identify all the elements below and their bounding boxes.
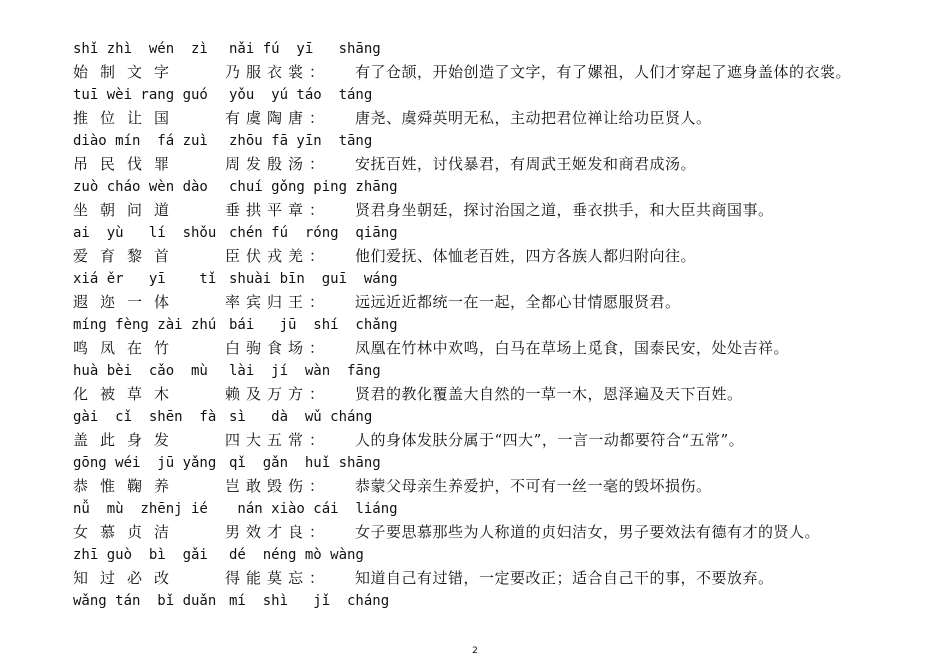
pinyin-first-half: nǚ mù zhēnj ié [73, 501, 208, 517]
pinyin-row [73, 498, 923, 520]
hanzi-first-half: 吊民伐罪 [73, 155, 182, 173]
hanzi-row [73, 152, 923, 176]
pinyin-second-half: chén fú róng qiāng [229, 225, 398, 241]
pinyin-row [73, 38, 923, 60]
pinyin-second-half: bái jū shí chǎng [229, 317, 398, 333]
hanzi-second-half: 有虞陶唐： [225, 109, 331, 127]
pinyin-row [73, 406, 923, 428]
verse-line-1 [73, 38, 923, 84]
verse-line-4 [73, 176, 923, 222]
hanzi-first-half: 女慕贞洁 [73, 523, 182, 541]
hanzi-second-half: 岂敢毁伤： [225, 477, 331, 495]
hanzi-row [73, 566, 923, 590]
hanzi-row [73, 244, 923, 268]
explanation: 贤君身坐朝廷，探讨治国之道，垂衣拱手，和大臣共商国事。 [355, 201, 774, 219]
verse-line-3 [73, 130, 923, 176]
pinyin-row [73, 176, 923, 198]
hanzi-row [73, 382, 923, 406]
pinyin-second-half: yǒu yú táo táng [229, 87, 373, 103]
hanzi-second-half: 白驹食场： [225, 339, 331, 357]
verse-line-2 [73, 84, 923, 130]
hanzi-first-half: 遐迩一体 [73, 293, 182, 311]
verse-line-11 [73, 498, 923, 544]
verse-line-5 [73, 222, 923, 268]
hanzi-row [73, 198, 923, 222]
pinyin-first-half: xiá ěr yī tǐ [73, 271, 217, 287]
pinyin-second-half: dé néng mò wàng [229, 547, 364, 563]
pinyin-first-half: zhī guò bì gǎi [73, 547, 208, 563]
hanzi-row [73, 520, 923, 544]
verse-line-7 [73, 314, 923, 360]
pinyin-row [73, 130, 923, 152]
hanzi-row [73, 106, 923, 130]
verse-line-6 [73, 268, 923, 314]
pinyin-row [73, 590, 923, 612]
pinyin-second-half: qǐ gǎn huǐ shāng [229, 455, 381, 471]
pinyin-second-half: nán xiào cái liáng [229, 501, 398, 517]
explanation: 唐尧、虞舜英明无私，主动把君位禅让给功臣贤人。 [355, 109, 712, 127]
hanzi-second-half: 男效才良： [225, 523, 331, 541]
page-number: 2 [472, 646, 478, 656]
hanzi-row [73, 290, 923, 314]
pinyin-second-half: lài jí wàn fāng [229, 363, 381, 379]
pinyin-row [73, 222, 923, 244]
verse-line-13 [73, 590, 923, 636]
hanzi-first-half: 恭惟鞠养 [73, 477, 182, 495]
hanzi-first-half: 鸣凤在竹 [73, 339, 182, 357]
pinyin-row [73, 360, 923, 382]
hanzi-second-half: 周发殷汤： [225, 155, 331, 173]
verse-line-9 [73, 406, 923, 452]
pinyin-first-half: gōng wéi jū yǎng [73, 455, 217, 471]
explanation: 知道自己有过错，一定要改正；适合自己干的事，不要放弃。 [355, 569, 774, 587]
hanzi-first-half: 坐朝问道 [73, 201, 182, 219]
hanzi-first-half: 始制文字 [73, 63, 182, 81]
explanation: 远远近近都统一在一起，全都心甘情愿服贤君。 [355, 293, 681, 311]
hanzi-row [73, 60, 923, 84]
pinyin-second-half: chuí gǒng ping zhāng [229, 179, 398, 195]
hanzi-first-half: 知过必改 [73, 569, 182, 587]
verse-line-10 [73, 452, 923, 498]
pinyin-second-half: zhōu fā yīn tāng [229, 133, 373, 149]
explanation: 贤君的教化覆盖大自然的一草一木，恩泽遍及天下百姓。 [355, 385, 743, 403]
pinyin-second-half: nǎi fú yī shāng [229, 41, 381, 57]
pinyin-row [73, 452, 923, 474]
hanzi-row [73, 428, 923, 452]
hanzi-second-half: 得能莫忘： [225, 569, 331, 587]
hanzi-second-half: 乃服衣裳： [225, 63, 331, 81]
hanzi-second-half: 臣伏戎羌： [225, 247, 331, 265]
verse-line-12 [73, 544, 923, 590]
pinyin-second-half: shuài bīn guī wáng [229, 271, 398, 287]
hanzi-second-half: 率宾归王： [225, 293, 331, 311]
hanzi-second-half: 垂拱平章： [225, 201, 331, 219]
pinyin-row [73, 314, 923, 336]
explanation: 凤凰在竹林中欢鸣，白马在草场上觅食，国泰民安，处处吉祥。 [355, 339, 790, 357]
pinyin-first-half: shǐ zhì wén zì [73, 41, 208, 57]
hanzi-row [73, 474, 923, 498]
explanation: 女子要思慕那些为人称道的贞妇洁女，男子要效法有德有才的贤人。 [355, 523, 821, 541]
explanation: 恭蒙父母亲生养爱护，不可有一丝一毫的毁坏损伤。 [355, 477, 712, 495]
pinyin-row [73, 84, 923, 106]
pinyin-second-half: mí shì jǐ cháng [229, 593, 390, 609]
hanzi-first-half: 化被草木 [73, 385, 182, 403]
pinyin-second-half: sì dà wǔ cháng [229, 409, 373, 425]
pinyin-first-half: zuò cháo wèn dào [73, 179, 208, 195]
hanzi-row [73, 336, 923, 360]
pinyin-first-half: ai yù lí shǒu [73, 225, 217, 241]
pinyin-first-half: diào mín fá zuì [73, 133, 208, 149]
hanzi-first-half: 爱育黎首 [73, 247, 182, 265]
pinyin-first-half: huà bèi cǎo mù [73, 363, 208, 379]
text-block [73, 38, 923, 636]
hanzi-first-half: 盖此身发 [73, 431, 182, 449]
explanation: 有了仓颉，开始创造了文字，有了嫘祖，人们才穿起了遮身盖体的衣裳。 [355, 63, 852, 81]
hanzi-second-half: 四大五常： [225, 431, 331, 449]
pinyin-first-half: gài cǐ shēn fà [73, 409, 217, 425]
explanation: 人的身体发肤分属于“四大”，一言一动都要符合“五常”。 [355, 431, 745, 449]
pinyin-first-half: míng fèng zài zhú [73, 317, 217, 333]
pinyin-row [73, 268, 923, 290]
pinyin-first-half: wǎng tán bǐ duǎn [73, 593, 217, 609]
pinyin-first-half: tuī wèi rang guó [73, 87, 208, 103]
explanation: 他们爱抚、体恤老百姓，四方各族人都归附向往。 [355, 247, 697, 265]
pinyin-row [73, 544, 923, 566]
hanzi-second-half: 赖及万方： [225, 385, 331, 403]
verse-line-8 [73, 360, 923, 406]
explanation: 安抚百姓，讨伐暴君，有周武王姬发和商君成汤。 [355, 155, 697, 173]
hanzi-first-half: 推位让国 [73, 109, 182, 127]
